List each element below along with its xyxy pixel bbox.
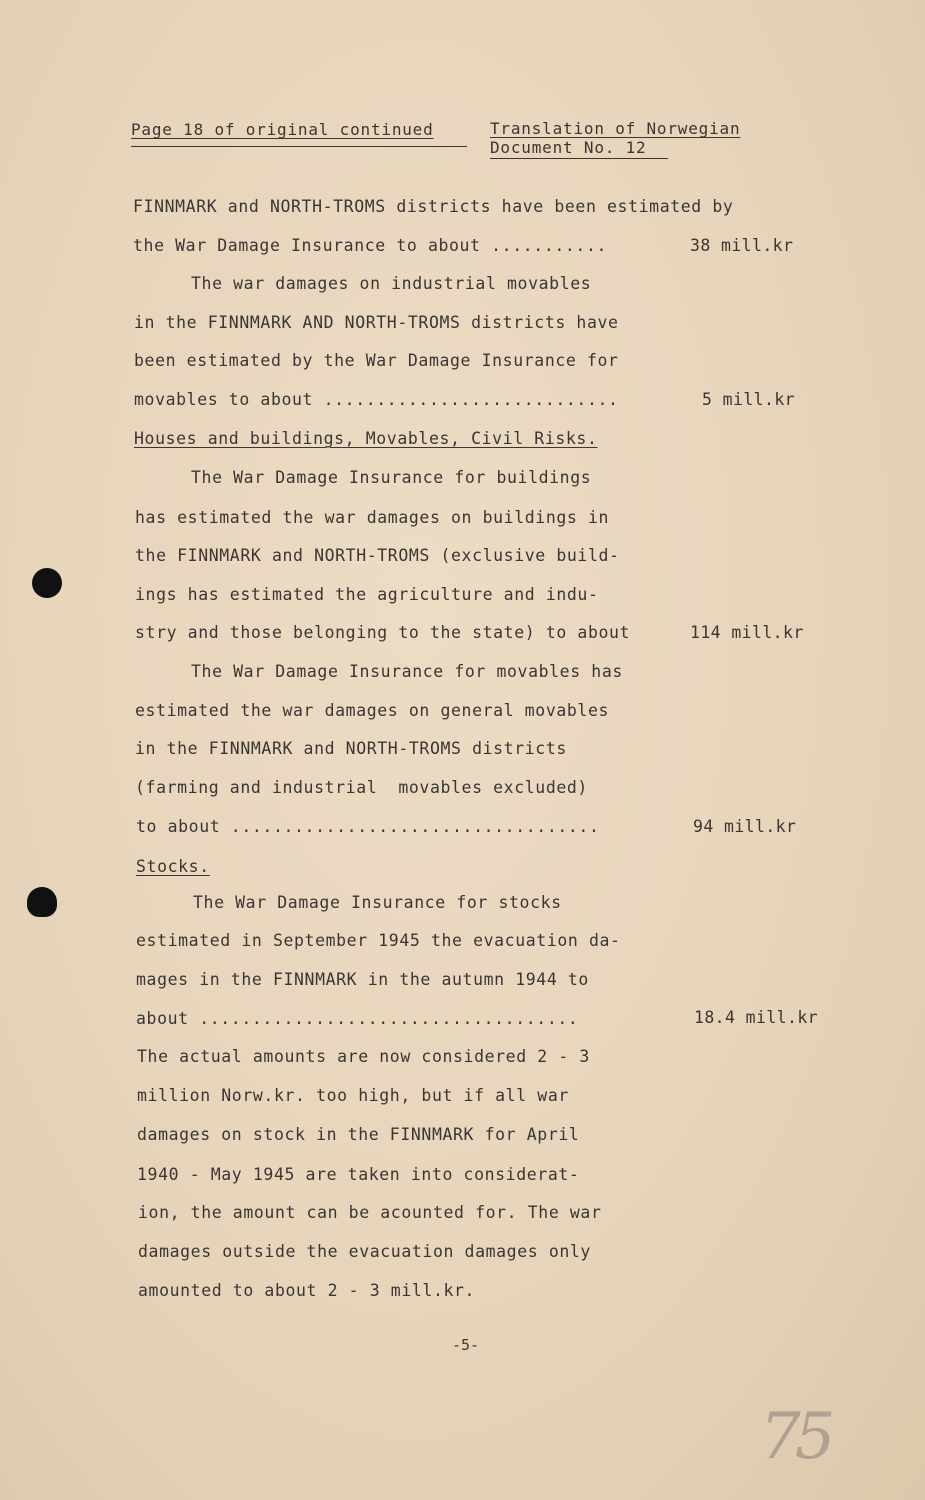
header-rule-right [490,158,668,159]
amount: 114 mill.kr [690,623,804,642]
body-line: damages outside the evacuation damages only [138,1242,591,1261]
body-line: The War Damage Insurance for movables has [191,662,623,681]
punch-hole [27,887,57,917]
amount: 94 mill.kr [693,817,797,836]
body-line: FINNMARK and NORTH-TROMS districts have been estimated by [133,197,734,216]
body-line: estimated in September 1945 the evacuation da- [136,931,621,950]
body-line: (farming and industrial movables excluded) [135,778,588,797]
body-line: damages on stock in the FINNMARK for April [137,1125,580,1144]
header-right-line2: Document No. 12 [490,138,647,157]
body-line: The War Damage Insurance for buildings [191,468,592,487]
section-heading: Stocks. [136,857,210,876]
page-number: -5- [452,1336,480,1354]
body-line: amounted to about 2 - 3 mill.kr. [138,1281,476,1300]
body-line: has estimated the war damages on buildings in [135,508,610,527]
amount: 5 mill.kr [702,390,796,409]
body-line: 1940 - May 1945 are taken into considerat- [137,1165,580,1184]
body-line: million Norw.kr. too high, but if all war [137,1086,569,1105]
body-line: The war damages on industrial movables [191,274,592,293]
body-line: The War Damage Insurance for stocks [193,893,562,912]
body-line: in the FINNMARK AND NORTH-TROMS districts have [134,313,619,332]
amount: 38 mill.kr [690,236,794,255]
body-line: mages in the FINNMARK in the autumn 1944 to [136,970,589,989]
body-line: ings has estimated the agriculture and indu- [135,585,599,604]
body-line: The actual amounts are now considered 2 - 3 [137,1047,590,1066]
body-line: to about ................................... [136,817,600,836]
body-line: in the FINNMARK and NORTH-TROMS districts [135,739,567,758]
body-line: estimated the war damages on general movables [135,701,610,720]
body-line: the FINNMARK and NORTH-TROMS (exclusive build- [135,546,620,565]
handwritten-folio-number: 75 [760,1400,830,1474]
amount: 18.4 mill.kr [694,1008,819,1027]
header-left: Page 18 of original continued [131,120,434,139]
body-line: stry and those belonging to the state) to about [135,623,631,642]
body-line: about .................................... [136,1009,579,1028]
header-rule-left [131,146,467,147]
header-right-line1: Translation of Norwegian [490,119,741,138]
body-line: the War Damage Insurance to about ........... [133,236,608,255]
body-line: been estimated by the War Damage Insurance for [134,351,619,370]
body-line: movables to about ............................ [134,390,619,409]
body-line: ion, the amount can be acounted for. The war [138,1203,602,1222]
punch-hole [32,568,62,598]
section-heading: Houses and buildings, Movables, Civil Risks. [134,429,598,448]
